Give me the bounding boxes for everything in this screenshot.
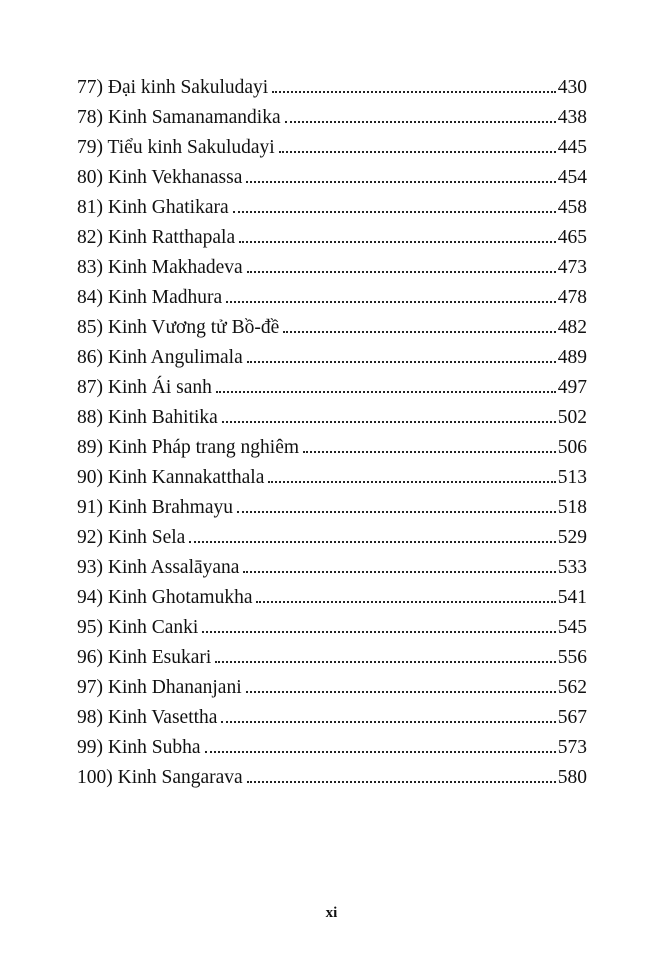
toc-entry xyxy=(77,283,587,313)
toc-dot-leader xyxy=(285,121,556,123)
toc-entry-page: 518 xyxy=(557,497,587,518)
toc-entry-page: 478 xyxy=(557,287,587,308)
toc-entry-page: 454 xyxy=(557,167,587,188)
toc-entry xyxy=(77,553,587,583)
toc-entry xyxy=(77,373,587,403)
page-number: xi xyxy=(325,905,338,921)
toc-dot-leader xyxy=(247,271,556,273)
toc-entry-title: 100) Kinh Sangarava xyxy=(77,767,243,788)
toc-entry-page: 513 xyxy=(557,467,587,488)
toc-entry-title: 92) Kinh Sela xyxy=(77,527,186,548)
toc-dot-leader xyxy=(246,691,556,693)
toc-entry xyxy=(77,343,587,373)
toc-dot-leader xyxy=(233,211,556,213)
toc-dot-leader xyxy=(268,481,555,483)
toc-dot-leader xyxy=(205,751,556,753)
toc-entry xyxy=(77,403,587,433)
toc-entry-page: 573 xyxy=(557,737,587,758)
toc-entry xyxy=(77,673,587,703)
toc-entry-page: 445 xyxy=(557,137,587,158)
toc-entry-page: 497 xyxy=(557,377,587,398)
toc-entry xyxy=(77,703,587,733)
toc-entry xyxy=(77,463,587,493)
toc-entry xyxy=(77,133,587,163)
toc-dot-leader xyxy=(303,451,556,453)
toc-entry-title: 89) Kinh Pháp trang nghiêm xyxy=(77,437,300,458)
toc-entry-title: 91) Kinh Brahmayu xyxy=(77,497,233,518)
toc-entry-title: 96) Kinh Esukari xyxy=(77,647,212,668)
toc-entry xyxy=(77,253,587,283)
toc-entry-title: 90) Kinh Kannakatthala xyxy=(77,467,265,488)
toc-entry xyxy=(77,73,587,103)
toc-entry-title: 77) Đại kinh Sakuludayi xyxy=(77,77,269,98)
toc-entry-title: 97) Kinh Dhananjani xyxy=(77,677,242,698)
toc-entry-page: 533 xyxy=(557,557,587,578)
toc-entry-title: 81) Kinh Ghatikara xyxy=(77,197,229,218)
toc-entry-title: 87) Kinh Ái sanh xyxy=(77,377,212,398)
toc-dot-leader xyxy=(221,721,555,723)
toc-entry xyxy=(77,523,587,553)
toc-entry-page: 562 xyxy=(557,677,587,698)
toc-entry xyxy=(77,733,587,763)
toc-entry-page: 567 xyxy=(557,707,587,728)
toc-entry-title: 94) Kinh Ghotamukha xyxy=(77,587,253,608)
toc-dot-leader xyxy=(247,781,556,783)
toc-dot-leader xyxy=(272,91,556,93)
toc-dot-leader xyxy=(279,151,556,153)
toc-entry-title: 86) Kinh Angulimala xyxy=(77,347,243,368)
toc-entry-title: 85) Kinh Vương tử Bồ-đề xyxy=(77,317,280,338)
toc-entry-page: 545 xyxy=(557,617,587,638)
table-of-contents xyxy=(77,73,587,793)
toc-dot-leader xyxy=(246,181,555,183)
toc-dot-leader xyxy=(215,661,555,663)
toc-entry-title: 84) Kinh Madhura xyxy=(77,287,223,308)
toc-entry-page: 489 xyxy=(557,347,587,368)
toc-entry xyxy=(77,223,587,253)
toc-entry-page: 541 xyxy=(557,587,587,608)
toc-entry-page: 556 xyxy=(557,647,587,668)
toc-entry-page: 438 xyxy=(557,107,587,128)
toc-entry-page: 430 xyxy=(557,77,587,98)
toc-dot-leader xyxy=(237,511,556,513)
toc-dot-leader xyxy=(222,421,556,423)
toc-entry-title: 79) Tiểu kinh Sakuludayi xyxy=(77,137,275,158)
toc-entry-page: 580 xyxy=(557,767,587,788)
toc-entry xyxy=(77,193,587,223)
toc-dot-leader xyxy=(247,361,556,363)
toc-entry xyxy=(77,583,587,613)
toc-dot-leader xyxy=(216,391,556,393)
toc-entry-page: 473 xyxy=(557,257,587,278)
toc-entry xyxy=(77,433,587,463)
toc-entry xyxy=(77,643,587,673)
toc-entry-page: 502 xyxy=(557,407,587,428)
toc-entry-page: 529 xyxy=(557,527,587,548)
toc-entry-page: 482 xyxy=(557,317,587,338)
toc-entry-title: 82) Kinh Ratthapala xyxy=(77,227,236,248)
toc-dot-leader xyxy=(239,241,556,243)
toc-entry-title: 80) Kinh Vekhanassa xyxy=(77,167,243,188)
toc-entry xyxy=(77,613,587,643)
toc-entry-title: 98) Kinh Vasettha xyxy=(77,707,218,728)
toc-entry-title: 78) Kinh Samanamandika xyxy=(77,107,281,128)
toc-entry xyxy=(77,313,587,343)
toc-dot-leader xyxy=(189,541,555,543)
toc-entry xyxy=(77,763,587,793)
toc-entry-page: 506 xyxy=(557,437,587,458)
toc-entry xyxy=(77,163,587,193)
toc-dot-leader xyxy=(256,601,555,603)
toc-dot-leader xyxy=(243,571,555,573)
toc-entry xyxy=(77,493,587,523)
toc-dot-leader xyxy=(283,331,556,333)
toc-dot-leader xyxy=(202,631,555,633)
toc-entry-title: 93) Kinh Assalāyana xyxy=(77,557,240,578)
toc-entry-title: 95) Kinh Canki xyxy=(77,617,199,638)
toc-entry-page: 458 xyxy=(557,197,587,218)
toc-entry xyxy=(77,103,587,133)
toc-entry-page: 465 xyxy=(557,227,587,248)
toc-entry-title: 83) Kinh Makhadeva xyxy=(77,257,243,278)
toc-dot-leader xyxy=(226,301,556,303)
toc-entry-title: 88) Kinh Bahitika xyxy=(77,407,218,428)
toc-entry-title: 99) Kinh Subha xyxy=(77,737,201,758)
